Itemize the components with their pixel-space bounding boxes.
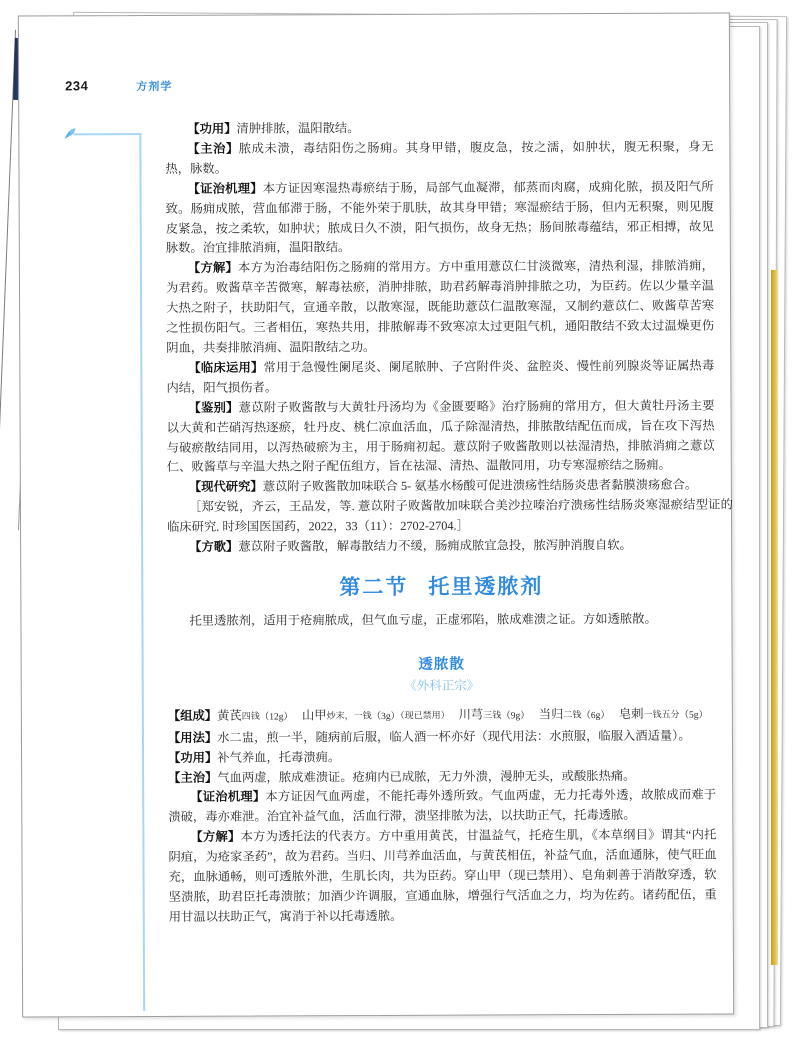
composition-item [302,708,450,723]
entry-tag: 【证治机理】 [190,789,266,805]
book-title-header: 方剂学 [136,80,173,94]
composition-item [217,708,293,722]
herb-dose-traditional: 炒末，一钱 [326,710,372,721]
herb-note: （现已禁用） [400,710,450,721]
herb-name: 当归 [538,707,564,722]
bookmark-ribbon [771,270,778,965]
entry-body: 薏苡附子败酱散加味联合 5- 氨基水杨酸可促进溃疡性结肠炎患者黏膜溃疡愈合。 [262,477,698,494]
entry-body: 本方证因寒湿热毒瘀结于肠，局部气血凝滞，郁蒸而肉腐，成痈化脓，损及阳气所致。肠痈成脓，营血郁滞于肠，不能外荣于肌肤，故其身甲错；寒湿瘀结于肠，但内无积聚，则见腹皮紧急，按之柔软，如肿状；脓成日久不溃，阳气损伤，故身无热；肠间脓毒蕴结，邪正相搏，故见脉数。治宜排脓消痈，温阳散结。 [165,179,714,256]
entry-linchuangyunyong [166,356,714,398]
herb-dose-metric: （9g） [501,711,530,722]
entry-zucheng [168,704,716,728]
decorative-rule-horizontal [73,133,141,135]
entry-body: 薏苡附子败酱散，解毒散结力不缓，肠痈成脓宜急投，脓泻肿消腹自软。 [238,537,632,554]
composition-list [217,706,708,722]
entry-body: 补气养血，托毒溃痈。 [217,749,341,765]
herb-dose-metric: （6g） [581,710,610,721]
entry-tag: 【功用】 [187,121,237,136]
herb-name: 川芎 [458,707,484,722]
section-heading [167,569,715,601]
entry-zhuzhi [165,137,713,179]
section-intro: 托里透脓剂，适用于疮痈脓成，但气血亏虚，正虚邪陷，脓成难溃之证。方如透脓散。 [189,611,657,628]
herb-name: 黄芪 [217,708,242,723]
entry-xiandaiyanjiu [167,476,715,498]
herb-dose-metric: （12g） [259,712,293,723]
entry-body: 脓成未溃，毒结阳伤之肠痈。其身甲错，腹皮急，按之濡，如肿状，腹无积聚，身无热，脉数。 [165,139,714,176]
entry-body: 本方证因气血两虚，不能托毒外透所致。气血两虚，无力托毒外透，故脓成而难于溃破，毒亦难泄。治宜补益气血，活血行滞，溃坚排脓为法，以扶助正气，托毒透脓。 [168,787,717,825]
composition-item [539,707,610,721]
section-title: 托里透脓剂 [428,575,544,599]
entry-body: 常用于急慢性阑尾炎、阑尾脓肿、子宫附件炎、盆腔炎、慢性前列腺炎等证属热毒内结，阳气损伤者。 [166,358,715,395]
entry-tag: 【主治】 [187,141,239,156]
entry-fangjie-2 [168,826,716,928]
entry-tag: 【临床运用】 [188,360,264,375]
entry-zhuzhi-2 [168,766,716,788]
composition-item [619,706,708,720]
entry-gongyong-2 [168,746,716,768]
running-head [65,78,172,94]
entry-tag: 【证治机理】 [187,181,263,196]
decorative-rule-vertical [139,133,145,1011]
text-column [165,118,733,928]
entry-tag: 【用法】 [167,730,218,745]
herb-dose-traditional: 三钱 [483,709,502,720]
page-number: 234 [65,78,89,94]
entry-tag: 【方解】 [190,829,241,845]
formula-name: 透脓散 [418,656,465,673]
reference-citation: ［郑安锐，齐云，王品发，等. 薏苡附子败酱散加味联合美沙拉嗪治疗溃疡性结肠炎寒湿瘀结型证的临床研究. 时珍国医国药，2022，33（11）：2702-2704.］ [167,497,733,535]
entry-zhengzhijili-2 [168,786,716,828]
entry-tag: 【功用】 [168,750,218,765]
herb-name: 皂刺 [618,706,644,721]
entry-body: 水二盅，煎一半，随病前后服，临人酒一杯亦好（现代用法：水煎服，临服入酒适量）。 [217,728,691,745]
entry-jianbie [166,396,714,478]
entry-tag: 【现代研究】 [188,479,263,495]
herb-dose-traditional: 二钱 [563,709,582,720]
entry-tag: 【主治】 [168,770,218,785]
formula-source: 《外科正宗》 [404,678,480,693]
entry-tag: 【鉴别】 [188,400,239,415]
entry-zhengzhijili [166,177,714,259]
herb-dose-traditional: 一钱五分 [643,709,680,720]
entry-tag: 【方歌】 [189,539,239,554]
section-number: 第二节 [339,575,409,600]
entry-body: 本方为透托法的代表方。方中重用黄芪，甘温益气，托疮生肌，《本草纲目》谓其“内托阴疽，为疮家圣药”，故为君药。当归、川芎养血活血，与黄芪相伍，补益气血，活血通脉，使气旺血充，血脉通畅，则可透脓外泄，生肌长肉，共为臣药。穿山甲（现已禁用）、皂角刺善于消散穿透，软坚溃脓，助君臣托毒溃脓；加酒少许调服，宣通血脉，增强行气活血之力，均为佐药。诸药配伍，重用甘温以扶助正气，寓消于补以托毒透脓。 [168,827,717,924]
entry-body: 清肿排脓，温阳散结。 [236,121,360,136]
entry-tag: 【组成】 [167,708,218,723]
herb-name: 山甲 [301,708,327,723]
entry-body: 气血两虚，脓成难溃证。疮痈内已成脓，无力外溃，漫肿无头，或酸胀热痛。 [217,768,636,785]
entry-body: 薏苡附子败酱散与大黄牡丹汤均为《金匮要略》治疗肠痈的常用方，但大黄牡丹汤主要以大黄和芒硝泻热逐瘀，牡丹皮、桃仁凉血活血，瓜子除湿清热，排脓散结配伍而成，旨在攻下泻热与破瘀散结同用，以泻热破瘀为主，用于肠痈初起。薏苡附子败酱散则以祛湿清热，排脓消痈之薏苡仁、败酱草与辛温大热之附子配伍组方，旨在祛湿、清热、温散同用，功专寒湿瘀结之肠痈。 [166,398,715,475]
herb-dose-metric: （5g） [679,710,709,721]
herb-dose-metric: （3g） [371,711,401,722]
entry-fangjie [166,257,714,359]
herb-dose-traditional: 四钱 [241,710,260,721]
entry-tag: 【方解】 [187,260,239,276]
entry-fangge [167,536,715,558]
book-page [18,12,734,1017]
entry-body: 本方为治毒结阳伤之肠痈的常用方。方中重用薏苡仁甘淡微寒，清热利湿，排脓消痈，为君药。败酱草辛苦微寒，解毒祛瘀，消肿排脓，助君药解毒消肿排脓之功，为臣药。佐以少量辛温大热之附子，扶助阳气，宣通辛散，以散寒湿，既能助薏苡仁温散寒湿，又制约薏苡仁、败酱草苦寒之性损伤阳气。三者相伍，寒热共用，排脓解毒不致寒凉太过更阻气机，通阳散结不致太过温燥更伤阴血，共奏排脓消痈、温阳散结之功。 [165,258,715,355]
composition-item [459,707,530,721]
entry-gongyong [165,118,713,140]
entry-yongfa [168,726,716,748]
